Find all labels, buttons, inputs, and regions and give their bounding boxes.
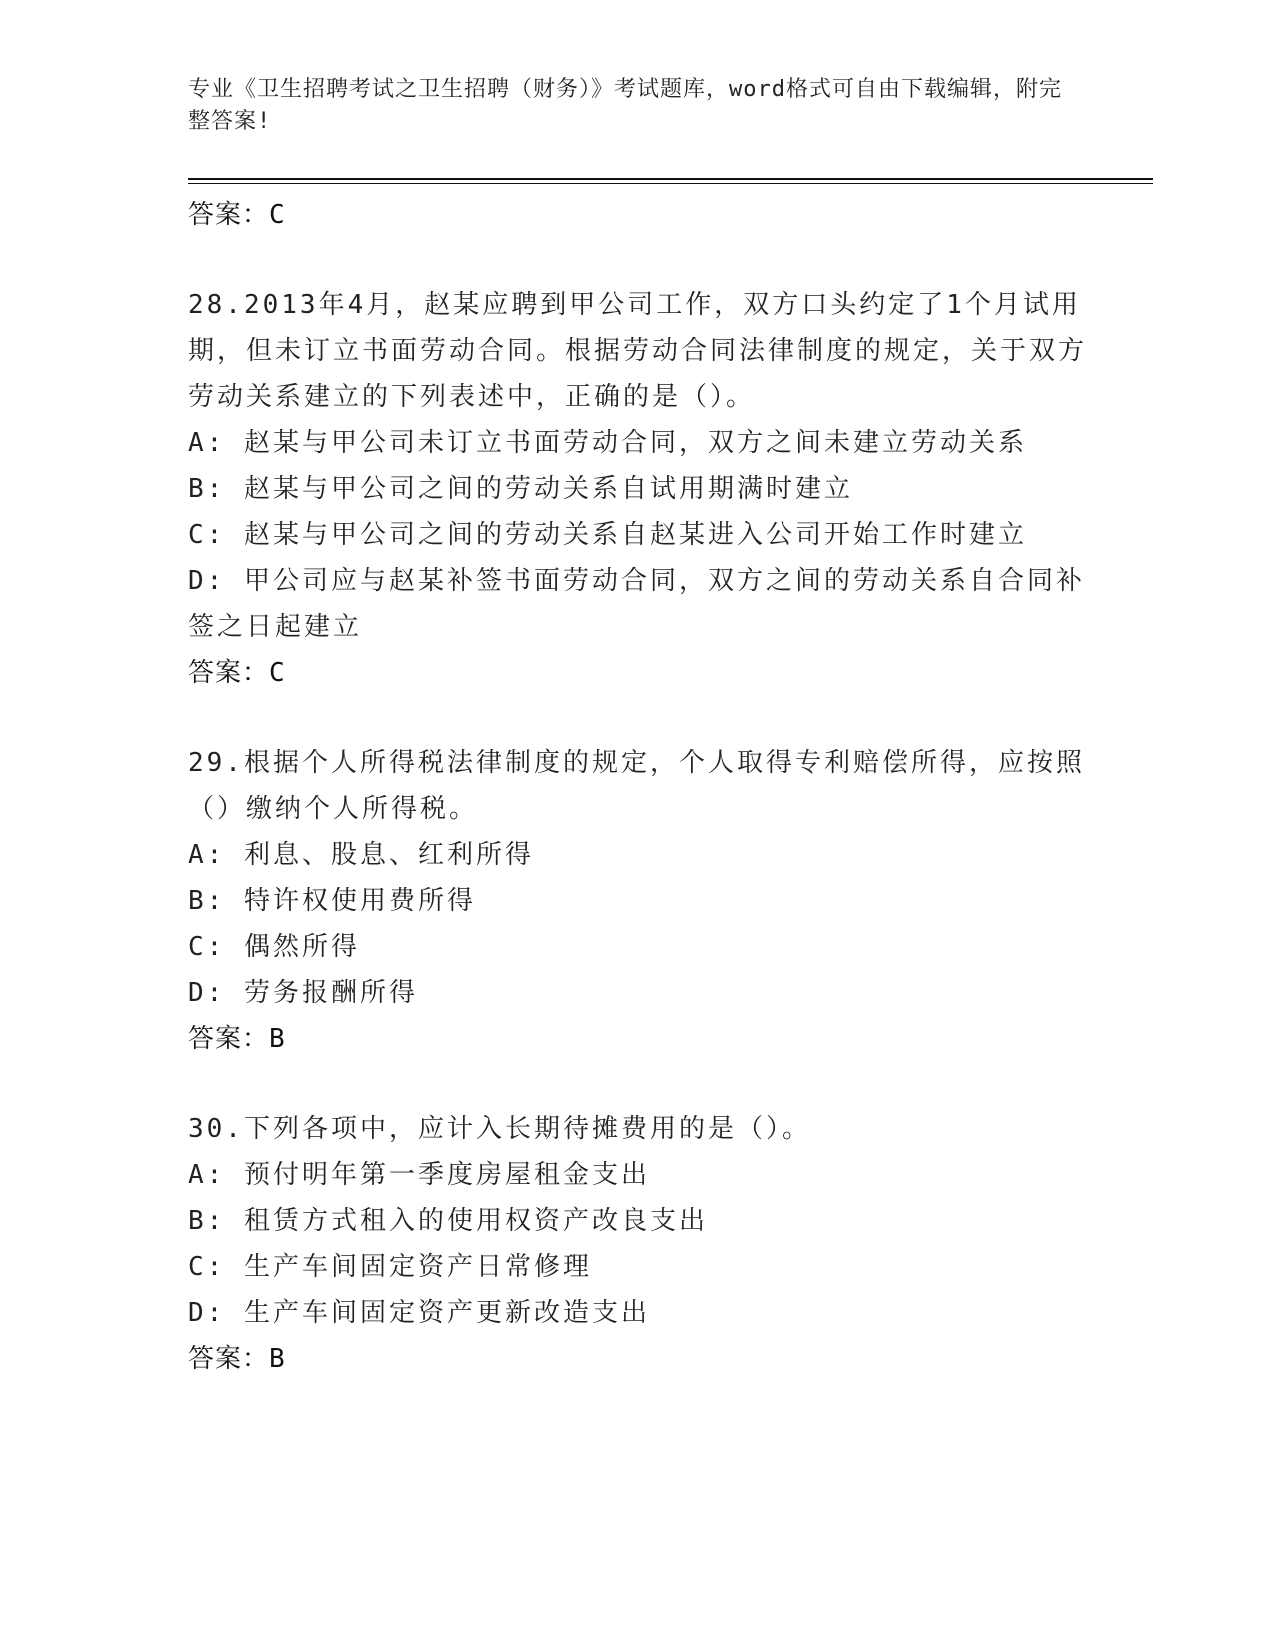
option-a bbox=[188, 1152, 1088, 1198]
question-stem: 28.2013年4月，赵某应聘到甲公司工作，双方口头约定了1个月试用期，但未订立书面劳动合同。根据劳动合同法律制度的规定，关于双方劳动关系建立的下列表述中，正确的是（）。 bbox=[188, 290, 1088, 412]
option-text: 租赁方式租入的使用权资产改良支出 bbox=[243, 1206, 708, 1236]
option-label: D: bbox=[188, 566, 226, 596]
option-label: B: bbox=[188, 474, 226, 504]
option-text: 预付明年第一季度房屋租金支出 bbox=[243, 1160, 650, 1190]
option-c bbox=[188, 512, 1088, 558]
question-stem: 29.根据个人所得税法律制度的规定，个人取得专利赔偿所得，应按照（）缴纳个人所得税。 bbox=[188, 748, 1085, 824]
question-30 bbox=[188, 1106, 1088, 1382]
option-text: 赵某与甲公司未订立书面劳动合同，双方之间未建立劳动关系 bbox=[243, 428, 1027, 458]
option-text: 特许权使用费所得 bbox=[243, 886, 476, 916]
option-label: D: bbox=[188, 978, 226, 1008]
option-label: C: bbox=[188, 520, 226, 550]
option-label: D: bbox=[188, 1298, 226, 1328]
question-29 bbox=[188, 740, 1088, 1062]
option-c bbox=[188, 924, 1088, 970]
option-text: 偶然所得 bbox=[243, 932, 360, 962]
question-stem: 30.下列各项中，应计入长期待摊费用的是（）。 bbox=[188, 1114, 811, 1144]
header-title: 专业《卫生招聘考试之卫生招聘（财务）》考试题库，word格式可自由下载编辑，附完整答案! bbox=[188, 77, 1062, 134]
option-text: 生产车间固定资产日常修理 bbox=[243, 1252, 592, 1282]
option-text: 利息、股息、红利所得 bbox=[243, 840, 534, 870]
option-text: 劳务报酬所得 bbox=[243, 978, 418, 1008]
header-divider-thin bbox=[188, 183, 1153, 184]
option-label: A: bbox=[188, 1160, 226, 1190]
question-answer: 答案：B bbox=[188, 1024, 286, 1054]
question-28 bbox=[188, 282, 1088, 696]
option-b bbox=[188, 878, 1088, 924]
question-answer: 答案：C bbox=[188, 658, 286, 688]
option-label: A: bbox=[188, 840, 226, 870]
option-d bbox=[188, 1290, 1088, 1336]
document-header bbox=[188, 74, 1068, 138]
option-label: B: bbox=[188, 886, 226, 916]
option-label: B: bbox=[188, 1206, 226, 1236]
option-label: C: bbox=[188, 1252, 226, 1282]
previous-answer: 答案：C bbox=[188, 200, 286, 230]
question-list bbox=[188, 192, 1088, 1382]
option-text: 赵某与甲公司之间的劳动关系自赵某进入公司开始工作时建立 bbox=[243, 520, 1027, 550]
option-d bbox=[188, 558, 1088, 650]
option-b bbox=[188, 1198, 1088, 1244]
header-divider-thick bbox=[188, 178, 1153, 180]
option-a bbox=[188, 420, 1088, 466]
option-d bbox=[188, 970, 1088, 1016]
option-text: 赵某与甲公司之间的劳动关系自试用期满时建立 bbox=[243, 474, 853, 504]
option-c bbox=[188, 1244, 1088, 1290]
option-text: 生产车间固定资产更新改造支出 bbox=[243, 1298, 650, 1328]
option-b bbox=[188, 466, 1088, 512]
option-a bbox=[188, 832, 1088, 878]
question-answer: 答案：B bbox=[188, 1344, 286, 1374]
option-text: 甲公司应与赵某补签书面劳动合同，双方之间的劳动关系自合同补签之日起建立 bbox=[188, 566, 1085, 642]
option-label: C: bbox=[188, 932, 226, 962]
option-label: A: bbox=[188, 428, 226, 458]
